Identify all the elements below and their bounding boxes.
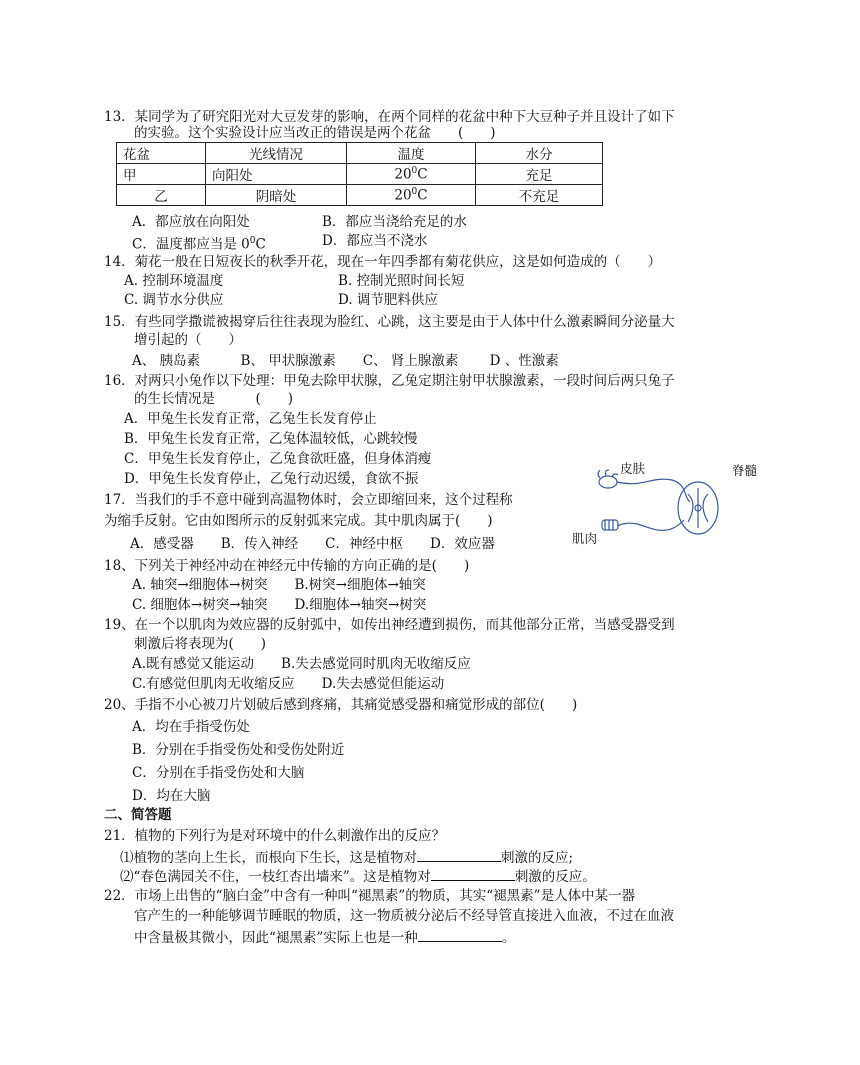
q19-line1: 19、在一个以肌肉为效应器的反射弧中，如传出神经遭到损伤，而其他部分正常，当感受器受到 [104, 617, 675, 633]
q21-line1: 21．植物的下列行为是对环境中的什么刺激作出的反应？ [104, 828, 446, 844]
q18-options-cd: C. 细胞体→树突→轴突 D.细胞体→轴突→树突 [132, 597, 427, 613]
q17-line2: 为缩手反射。它由如图所示的反射弧来完成。其中肌肉属于( ) [104, 513, 493, 529]
answer-blank[interactable] [431, 866, 515, 881]
table-header: 花盆 [117, 143, 206, 164]
q15-line1: 15．有些同学撒谎被揭穿后往往表现为脸红、心跳，这主要是由于人体中什么激素瞬间分泌量大 [104, 314, 675, 330]
q16-line1: 16．对两只小兔作以下处理：甲兔去除甲状腺，乙兔定期注射甲状腺激素，一段时间后两只兔子 [104, 373, 675, 389]
q17-options: A．感受器 B．传入神经 C．神经中枢 D．效应器 [130, 536, 495, 552]
muscle-effector-icon [602, 520, 618, 530]
q16-option-b: B．甲兔生长发育正常，乙兔体温较低，心跳较慢 [124, 431, 418, 447]
q20-line1: 20、手指不小心被刀片划破后感到疼痛，其痛觉感受器和痛觉形成的部位( ) [104, 697, 578, 713]
q13-option-b: B．都应当浇给充足的水 [322, 214, 467, 230]
table-cell: 阴暗处 [206, 185, 347, 206]
q22-line2: 官产生的一种能够调节睡眠的物质，这一物质被分泌后不经导管直接进入血液，不过在血液 [134, 908, 674, 924]
reflex-arc-figure [572, 458, 772, 550]
q14-option-d: D. 调节肥料供应 [338, 292, 438, 308]
q19-line2: 刺激后将表现为( ) [134, 636, 267, 652]
label-skin: 皮肤 [620, 461, 646, 476]
q14-option-a: A. 控制环境温度 [124, 273, 224, 289]
q13-table [116, 142, 603, 206]
table-cell: 甲 [117, 164, 206, 185]
q20-option-a: A．均在手指受伤处 [132, 719, 250, 735]
table-cell: 向阳处 [206, 164, 347, 185]
answer-blank[interactable] [417, 847, 501, 862]
q16-option-d: D．甲兔生长发育停止，乙兔行动迟缓，食欲不振 [124, 471, 419, 487]
efferent-nerve-line [617, 520, 684, 530]
q20-option-d: D．均在大脑 [132, 788, 211, 804]
q17-line1: 17．当我们的手不意中碰到高温物体时，会立即缩回来，这个过程称 [104, 492, 513, 508]
q18-line1: 18、下列关于神经冲动在神经元中传输的方向正确的是( ) [104, 558, 470, 574]
q13-option-c: C．温度都应当是 $0^0C$ [132, 236, 266, 253]
q22-line1: 22．市场上出售的“脑白金”中含有一种叫“褪黑素”的物质，其实“褪黑素”是人体中某一器 [104, 888, 636, 904]
q19-options-ab: A.既有感觉又能运动 B.失去感觉同时肌肉无收缩反应 [132, 656, 471, 672]
q15-options: A、 胰岛素 B、 甲状腺激素 C、 肾上腺激素 D 、性激素 [132, 353, 559, 369]
skin-receptor-icon [598, 470, 618, 488]
section-heading: 二、简答题 [104, 807, 172, 823]
q21-sub2: ⑵“春色满园关不住，一枝红杏出墙来”。这是植物对 刺激的反应。 [120, 866, 596, 886]
table-cell: $20^0C$ [347, 185, 476, 206]
q22-line3: 中含量极其微小，因此“褪黑素”实际上也是一种 。 [134, 927, 515, 947]
q16-line2: 的生长情况是 ( ) [134, 391, 294, 407]
q14-option-b: B. 控制光照时间长短 [338, 273, 465, 289]
q15-line2: 增引起的（ ） [134, 332, 242, 348]
q16-option-c: C．甲兔生长发育停止，乙兔食欲旺盛，但身体消瘦 [124, 451, 432, 467]
answer-blank[interactable] [418, 927, 502, 942]
label-muscle: 肌肉 [572, 531, 598, 546]
q14-line1: 14．菊花一般在日短夜长的秋季开花，现在一年四季都有菊花供应，这是如何造成的（ ） [104, 254, 662, 270]
table-header: 温度 [347, 143, 476, 164]
table-header: 水分 [476, 143, 603, 164]
table-cell: 不充足 [476, 185, 603, 206]
table-cell: 乙 [117, 185, 206, 206]
table-row [117, 143, 603, 164]
table-header: 光线情况 [206, 143, 347, 164]
q13-option-d: D．都应当不浇水 [322, 233, 428, 249]
q13-option-a: A．都应放在向阳处 [132, 214, 250, 230]
q19-options-cd: C.有感觉但肌肉无收缩反应 D.失去感觉但能运动 [132, 676, 445, 692]
table-row [117, 185, 603, 206]
spinal-cord-icon [678, 482, 718, 534]
q21-sub1: ⑴植物的茎向上生长，而根向下生长，这是植物对 刺激的反应; [120, 847, 573, 867]
table-cell: 充足 [476, 164, 603, 185]
q18-options-ab: A. 轴突→细胞体→树突 B.树突→细胞体→轴突 [132, 577, 426, 593]
q20-option-c: C．分别在手指受伤处和大脑 [132, 765, 305, 781]
q20-option-b: B．分别在手指受伤处和受伤处附近 [132, 742, 345, 758]
label-spine: 脊髓 [732, 463, 758, 478]
table-cell: $20^0C$ [347, 164, 476, 185]
q14-option-c: C. 调节水分供应 [124, 292, 224, 308]
q13-line2: 的实验。这个实验设计应当改正的错误是两个花盆 ( ) [134, 125, 496, 141]
q13-line1: 13．某同学为了研究阳光对大豆发芽的影响，在两个同样的花盆中种下大豆种子并且设计了如下 [104, 109, 675, 125]
table-row [117, 164, 603, 185]
q16-option-a: A．甲兔生长发育正常，乙兔生长发育停止 [124, 411, 377, 427]
